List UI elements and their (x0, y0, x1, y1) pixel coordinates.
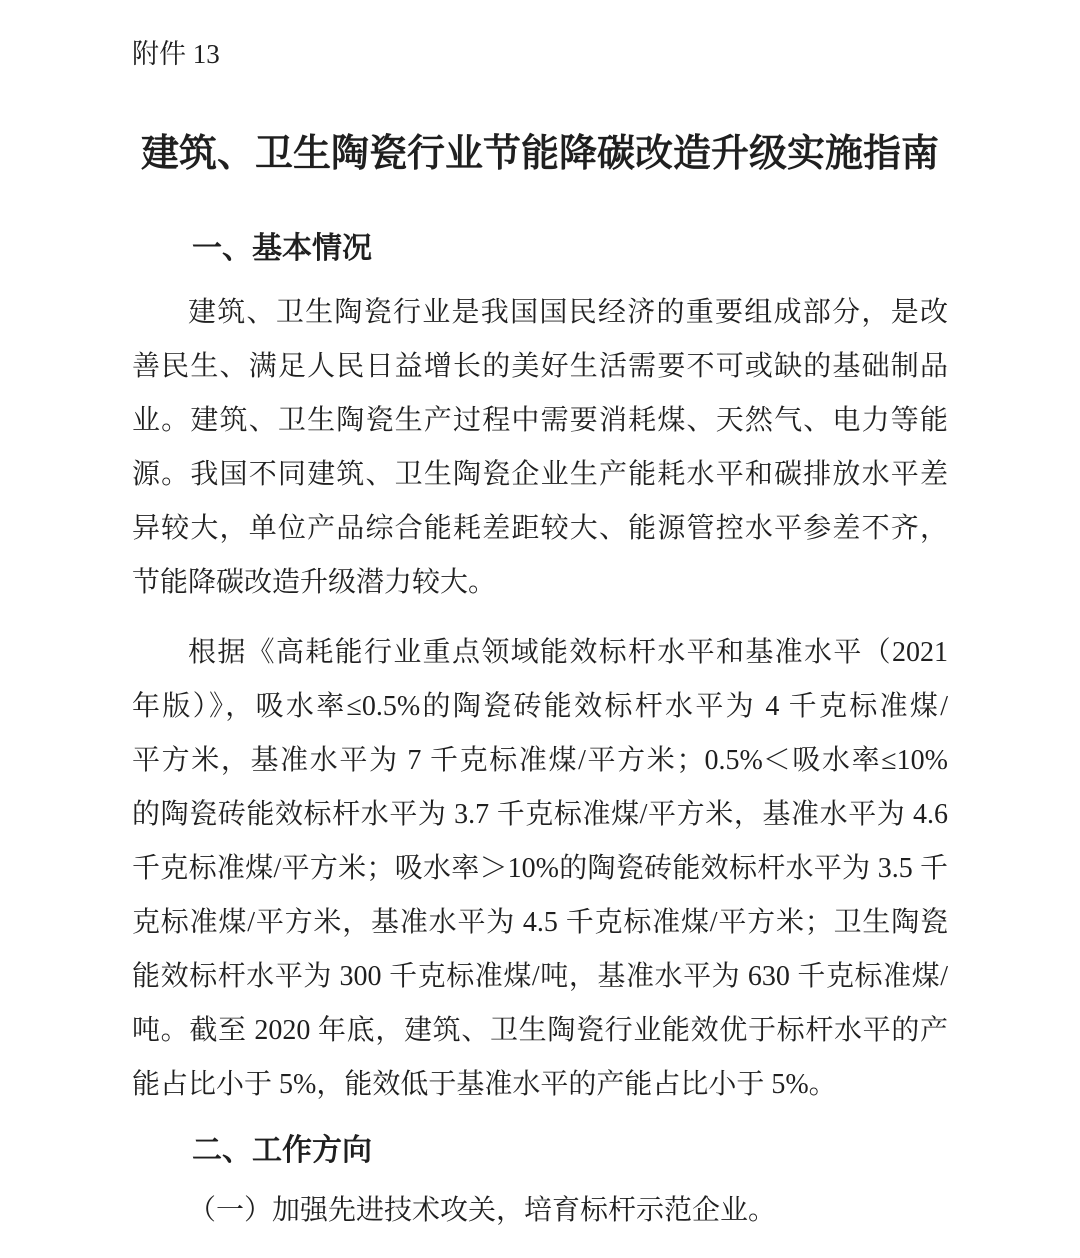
text-line: 千克标准煤/平方米；吸水率＞10%的陶瓷砖能效标杆水平为 3.5 千 (132, 853, 948, 884)
attachment-label: 附件 13 (132, 39, 220, 69)
text-line: 能效标杆水平为 300 千克标准煤/吨，基准水平为 630 千克标准煤/ (132, 961, 948, 992)
text-line: 根据《高耗能行业重点领域能效标杆水平和基准水平（2021 (188, 637, 948, 668)
paragraph-1 (132, 286, 948, 610)
text-line: 异较大，单位产品综合能耗差距较大、能源管控水平参差不齐， (132, 513, 948, 544)
text-line: 平方米，基准水平为 7 千克标准煤/平方米；0.5%＜吸水率≤10% (132, 745, 948, 776)
text-line: 源。我国不同建筑、卫生陶瓷企业生产能耗水平和碳排放水平差 (132, 459, 948, 490)
text-line: 业。建筑、卫生陶瓷生产过程中需要消耗煤、天然气、电力等能 (132, 405, 948, 436)
section-2-heading: 二、工作方向 (192, 1134, 372, 1167)
text-line: 建筑、卫生陶瓷行业是我国国民经济的重要组成部分，是改 (188, 297, 948, 328)
text-line: 节能降碳改造升级潜力较大。 (132, 567, 497, 598)
section-1-heading: 一、基本情况 (192, 232, 372, 265)
subsection-1-heading: （一）加强先进技术攻关，培育标杆示范企业。 (188, 1195, 777, 1226)
document-title: 建筑、卫生陶瓷行业节能降碳改造升级实施指南 (140, 133, 939, 175)
text-line: 善民生、满足人民日益增长的美好生活需要不可或缺的基础制品 (132, 351, 948, 382)
text-line: 年版）》，吸水率≤0.5%的陶瓷砖能效标杆水平为 4 千克标准煤/ (132, 691, 948, 722)
text-line: 吨。截至 2020 年底，建筑、卫生陶瓷行业能效优于标杆水平的产 (132, 1015, 948, 1046)
paragraph-2 (132, 626, 948, 1112)
text-line: 克标准煤/平方米，基准水平为 4.5 千克标准煤/平方米；卫生陶瓷 (132, 907, 948, 938)
text-line: 的陶瓷砖能效标杆水平为 3.7 千克标准煤/平方米，基准水平为 4.6 (132, 799, 948, 830)
text-line: 能占比小于 5%，能效低于基准水平的产能占比小于 5%。 (132, 1069, 837, 1100)
